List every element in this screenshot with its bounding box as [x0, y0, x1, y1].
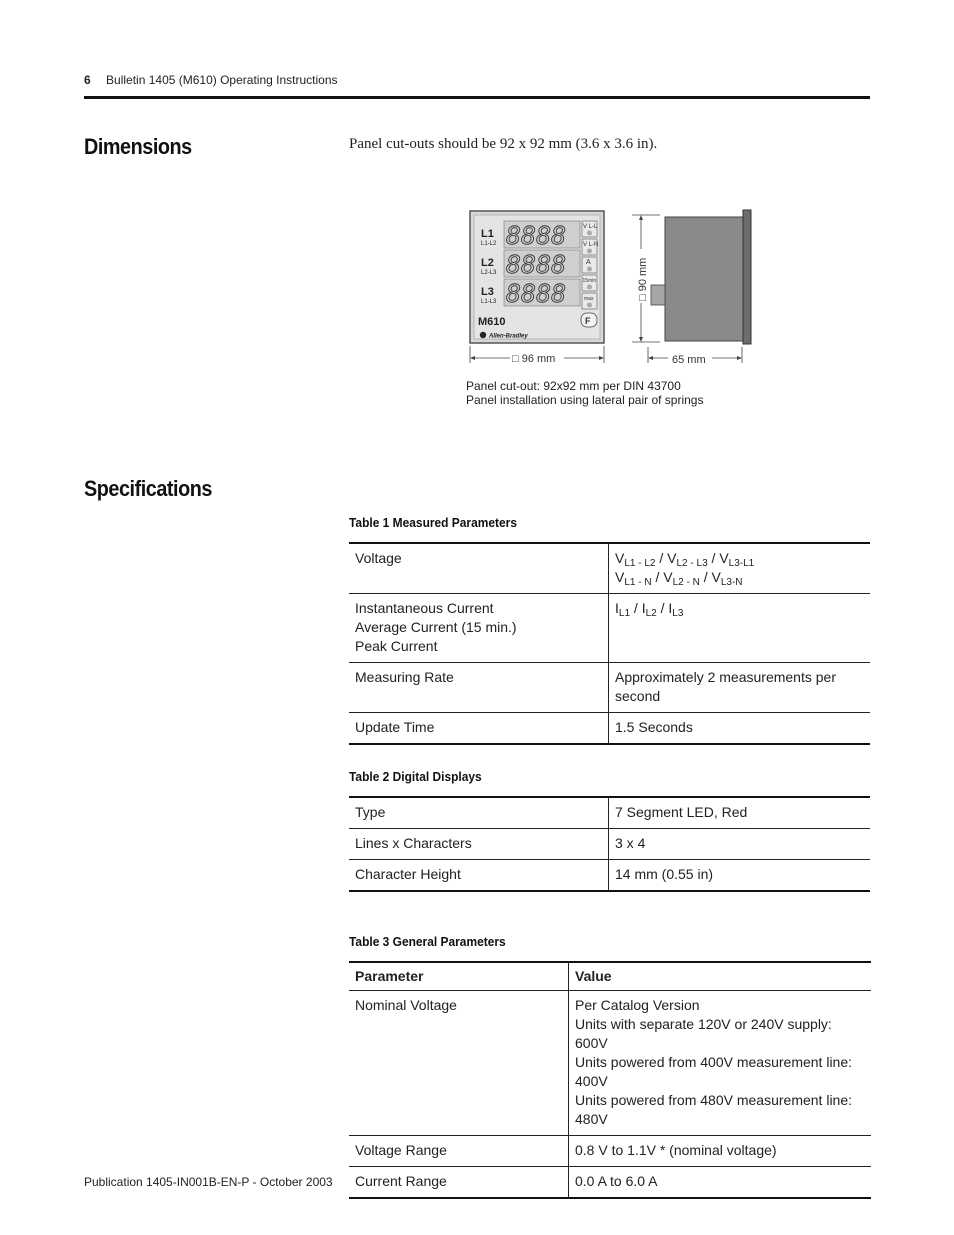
table-row	[349, 829, 870, 860]
table-cell: 7 Segment LED, Red	[609, 797, 871, 829]
column-header-value: Value	[569, 962, 872, 991]
table-cell: Update Time	[349, 713, 609, 745]
table-row	[349, 543, 870, 594]
voltage-value-cell	[609, 543, 871, 594]
table-row	[349, 713, 870, 745]
digits-line-1: 8888	[506, 221, 567, 250]
table-cell: Character Height	[349, 860, 609, 892]
table-cell: 0.0 A to 6.0 A	[569, 1167, 872, 1199]
table-cell: 0.8 V to 1.1V * (nominal voltage)	[569, 1136, 872, 1167]
table-cell: 3 x 4	[609, 829, 871, 860]
table-cell: 14 mm (0.55 in)	[609, 860, 871, 892]
brand-label: Allen-Bradley	[489, 333, 528, 340]
button-15min: 15min	[582, 278, 597, 284]
table-cell: 1.5 Seconds	[609, 713, 871, 745]
row-label-l3: L3	[481, 286, 494, 298]
table-cell: Per Catalog Version Units with separate 120V or 240V supply: 600V Units powered from 400V measurement line: 400V Units powered from 480V measurement line: 480V	[569, 991, 872, 1136]
width-label: □ 96 mm	[512, 353, 556, 365]
table-digital-displays	[349, 796, 870, 892]
button-a: A	[586, 259, 591, 266]
table-row	[349, 991, 871, 1136]
table1-caption: Table 1 Measured Parameters	[349, 515, 517, 530]
table-cell: Measuring Rate	[349, 663, 609, 713]
meter-dimension-figure	[460, 205, 760, 375]
table3-caption: Table 3 General Parameters	[349, 934, 506, 949]
digits-line-3: 8888	[506, 279, 567, 308]
row-sub-l3: L1-L3	[481, 299, 497, 305]
table-row	[349, 1136, 871, 1167]
table-cell: Type	[349, 797, 609, 829]
meter-side-bezel	[743, 210, 751, 344]
table-row	[349, 797, 870, 829]
depth-label: 65 mm	[672, 354, 706, 366]
table-cell: Voltage	[349, 543, 609, 594]
dimensions-intro: Panel cut-outs should be 92 x 92 mm (3.6 x 3.6 in).	[349, 136, 658, 152]
table-header-row	[349, 962, 871, 991]
table-general-parameters	[349, 961, 871, 1199]
page-header	[84, 73, 338, 87]
header-title: Bulletin 1405 (M610) Operating Instructions	[106, 73, 338, 87]
table-row	[349, 1167, 871, 1199]
height-label: □ 90 mm	[637, 257, 649, 301]
table-cell: Voltage Range	[349, 1136, 569, 1167]
digits-line-2: 8888	[506, 250, 567, 279]
brand-logo-icon	[480, 332, 486, 338]
table-measured-parameters	[349, 542, 870, 745]
table-cell: Instantaneous Current Average Current (15 min.) Peak Current	[349, 594, 609, 663]
meter-side-body	[665, 217, 743, 341]
table-cell: Nominal Voltage	[349, 991, 569, 1136]
row-label-l1: L1	[481, 228, 494, 240]
button-max: max	[584, 296, 594, 302]
current-value-cell: $I_{L1} / I_{L2} / I_{L3}$	[609, 594, 871, 663]
table-row	[349, 663, 870, 713]
figure-caption-line1: Panel cut-out: 92x92 mm per DIN 43700	[466, 379, 681, 393]
page-footer: Publication 1405-IN001B-EN-P - October 2003	[84, 1175, 333, 1189]
specifications-heading: Specifications	[84, 476, 212, 501]
button-vln: V L-N	[583, 242, 599, 248]
meter-side-terminal	[651, 285, 665, 305]
button-vll: V L-L	[583, 224, 598, 230]
voltage-line-to-line: $V_{L1 - L2} / V_{L2 - L3} / V_{L3-L1}$	[615, 550, 755, 569]
table-cell: Lines x Characters	[349, 829, 609, 860]
row-label-l2: L2	[481, 257, 494, 269]
model-label: M610	[478, 316, 506, 328]
button-f: F	[585, 316, 591, 326]
dimensions-heading: Dimensions	[84, 134, 192, 159]
table-row	[349, 594, 870, 663]
column-header-parameter: Parameter	[349, 962, 569, 991]
voltage-line-to-neutral: $V_{L1 - N} / V_{L2 - N} / V_{L3-N}$	[615, 569, 743, 588]
figure-caption-line2: Panel installation using lateral pair of springs	[466, 393, 704, 407]
page-number: 6	[84, 73, 91, 87]
table-cell: Current Range	[349, 1167, 569, 1199]
header-rule	[84, 96, 870, 99]
table-row	[349, 860, 870, 892]
row-sub-l1: L1-L2	[481, 241, 497, 247]
table-cell: Approximately 2 measurements per second	[609, 663, 871, 713]
table2-caption: Table 2 Digital Displays	[349, 769, 482, 784]
row-sub-l2: L2-L3	[481, 270, 497, 276]
